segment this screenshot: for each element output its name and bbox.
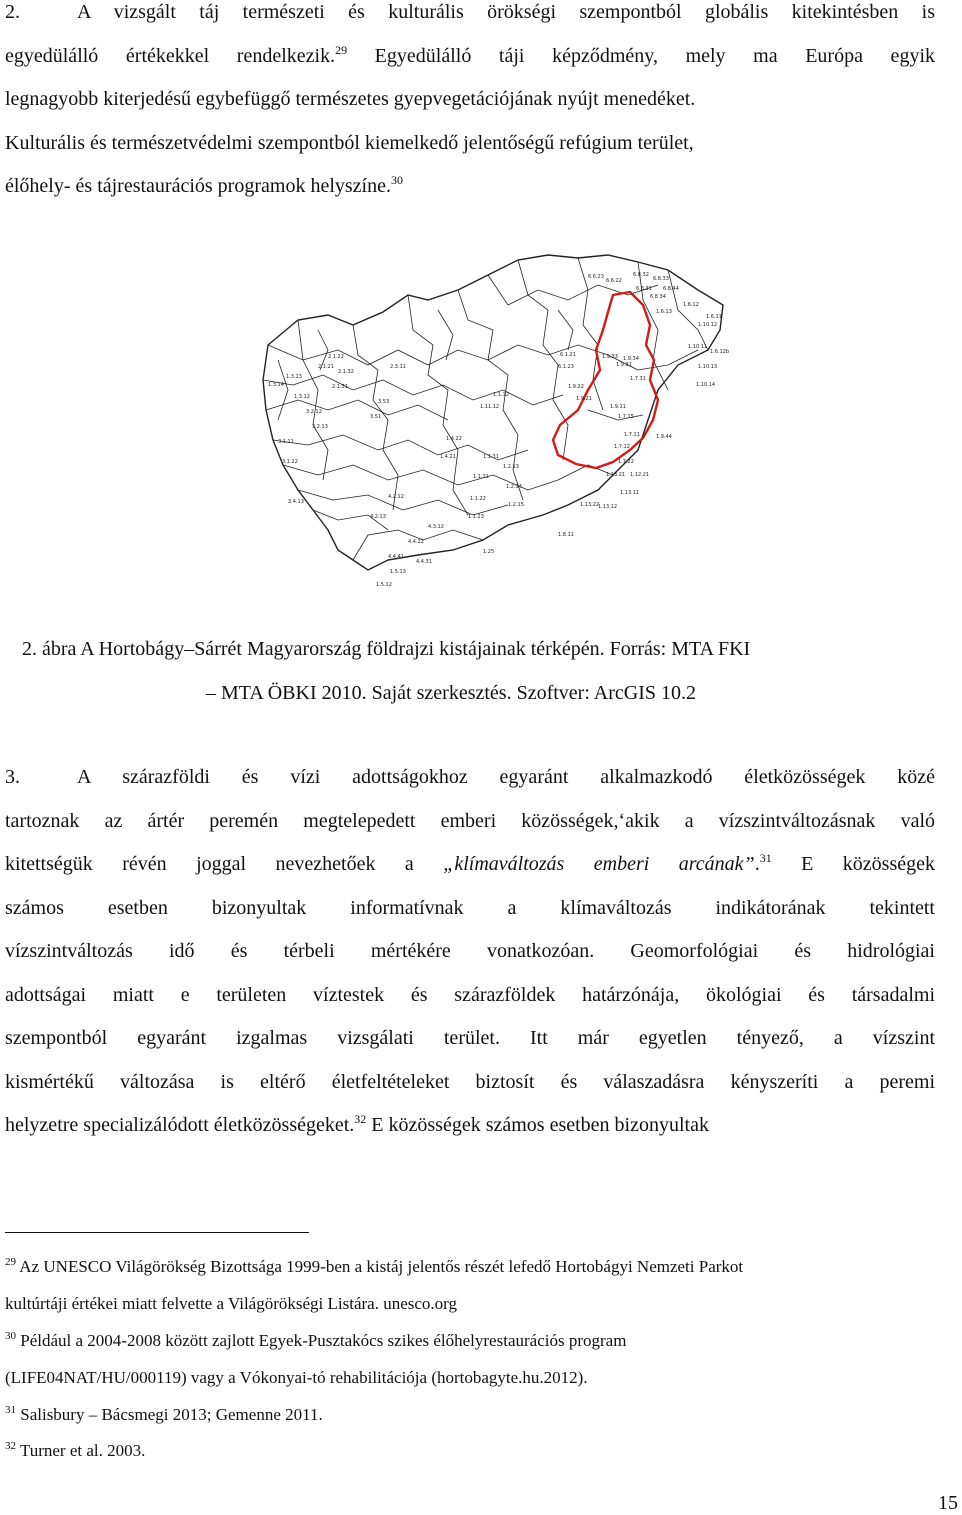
region-label: 1.10.12 bbox=[698, 322, 718, 328]
text-line: vízszintváltozás idő és térbeli mértékére vonatkozóan. Geomorfológiai és hidrológiai bbox=[5, 940, 935, 962]
region-label: 1.9.21 bbox=[576, 396, 592, 402]
text-line: élőhely- és tájrestaurációs programok helyszíne. bbox=[5, 175, 391, 197]
region-label: 4.4.41 bbox=[388, 554, 404, 560]
footnote-ref[interactable]: 30 bbox=[390, 173, 403, 187]
text-line: tartoznak az ártér peremén megtelepedett emberi közösségek,ʻakik a vízszintváltozásnak való bbox=[5, 809, 935, 832]
region-label: 2.1.22 bbox=[328, 354, 344, 360]
region-label: 1.9.22 bbox=[568, 384, 584, 390]
region-label: 1.9.33 bbox=[602, 354, 618, 360]
region-label: 1.11.12 bbox=[480, 404, 500, 410]
emphasis-quote: „klímaváltozás emberi arcának” bbox=[443, 853, 755, 875]
region-label: 1.13.11 bbox=[620, 490, 640, 496]
region-label: 1.10.11 bbox=[688, 344, 708, 350]
region-label: 1.1.31 bbox=[483, 454, 499, 460]
footnote-text: Például a 2004-2008 között zajlott Egyek-Pusztakócs szikes élőhelyrestaurációs program bbox=[16, 1331, 627, 1350]
region-label: 1.9.34 bbox=[623, 356, 639, 362]
text-line: Kulturális és természetvédelmi szempontból kiemelkedő jelentőségű refúgium terület, bbox=[5, 131, 694, 154]
region-label: 3.2.13 bbox=[312, 424, 328, 430]
region-label: 1.1.21 bbox=[473, 474, 489, 480]
map-figure bbox=[258, 250, 730, 588]
region-label: 1.6.12b bbox=[710, 349, 730, 355]
region-label: 1.3.12 bbox=[294, 394, 310, 400]
region-label: 6.8.32 bbox=[633, 272, 649, 278]
region-label: 1.9.31 bbox=[616, 362, 632, 368]
paragraph-number: 2. bbox=[5, 1, 20, 23]
region-label: 1.9.11 bbox=[610, 404, 626, 410]
footnote-32 bbox=[5, 1432, 935, 1469]
region-label: 1.8.11 bbox=[558, 532, 574, 538]
region-label: 2.1.31 bbox=[332, 384, 348, 390]
region-label: 6.1.21 bbox=[560, 352, 576, 358]
footnote-30 bbox=[5, 1322, 935, 1396]
text-line: A szárazföldi és vízi adottságokhoz egyaránt alkalmazkodó életközösségek közé bbox=[77, 766, 935, 788]
region-label: 1.10.14 bbox=[696, 382, 716, 388]
region-label: 6.1.23 bbox=[558, 364, 574, 370]
text-line: legnagyobb kiterjedésű egybefüggő természetes gyepvegetációjának nyújt menedéket. bbox=[5, 88, 696, 110]
region-label: 2.3.11 bbox=[390, 364, 406, 370]
region-label: 4.4.22 bbox=[408, 539, 424, 545]
region-label: 3.1.22 bbox=[282, 459, 298, 465]
figure-caption bbox=[22, 628, 962, 715]
footnote-text: kultúrtáji értékei miatt felvette a Világörökségi Listára. unesco.org bbox=[5, 1294, 458, 1313]
text-line: adottságai miatt e területen víztestek és szárazföldek határzónája, ökológiai és társadalmi bbox=[5, 983, 935, 1006]
region-label: 1.7.15 bbox=[618, 414, 634, 420]
region-label: 6.8.34 bbox=[650, 294, 666, 300]
region-label: 1.2.13 bbox=[503, 464, 519, 470]
region-label: 6.8.44 bbox=[663, 286, 679, 292]
region-label: 4.3.12 bbox=[428, 524, 444, 530]
footnote-ref[interactable]: 29 bbox=[335, 42, 348, 57]
text-line: helyzetre specializálódott életközösségeket. bbox=[5, 1114, 355, 1136]
region-label: 1.5.13 bbox=[390, 569, 406, 575]
region-label: 6.6.22 bbox=[606, 278, 622, 284]
region-label: 1.9.44 bbox=[656, 434, 672, 440]
region-label: 3.51 bbox=[370, 414, 382, 420]
region-label: 1.13.12 bbox=[598, 504, 618, 510]
footnote-text: Az UNESCO Világörökség Bizottsága 1999-ben a kistáj jelentős részét lefedő Hortobágyi Nemzeti Parkot bbox=[16, 1257, 744, 1276]
region-label: 6.6.23 bbox=[588, 274, 604, 280]
region-label: 1.2.15 bbox=[508, 502, 524, 508]
caption-line: – MTA ÖBKI 2010. Saját szerkesztés. Szoftver: ArcGIS 10.2 bbox=[206, 681, 696, 704]
region-label: 2.1.32 bbox=[338, 369, 354, 375]
region-label: 1.6.11 bbox=[706, 314, 722, 320]
text-line: számos esetben bizonyultak informatívnak a klímaváltozás indikátorának tekintett bbox=[5, 896, 935, 919]
region-label: 1.3.14 bbox=[268, 382, 284, 388]
region-label: 1.10.13 bbox=[698, 364, 718, 370]
footnote-number: 29 bbox=[5, 1256, 16, 1268]
region-label: 1.5.12 bbox=[376, 582, 392, 588]
paragraph-3 bbox=[5, 756, 935, 1148]
region-label: 1.1.12 bbox=[493, 392, 509, 398]
region-label: 4.2.12 bbox=[388, 494, 404, 500]
text-line: E közösségek bbox=[771, 853, 935, 875]
text-line: kitettségük révén joggal nevezhetőek a bbox=[5, 853, 444, 875]
text-line: egyedülálló értékekkel rendelkezik. bbox=[5, 44, 336, 67]
region-label: 3.2.12 bbox=[306, 409, 322, 415]
region-label: 6.8.31 bbox=[636, 286, 652, 292]
region-label: 1.6.12 bbox=[683, 302, 699, 308]
page-number: 15 bbox=[938, 1492, 958, 1514]
footnote-ref[interactable]: 32 bbox=[354, 1112, 367, 1126]
region-label: 3.53 bbox=[378, 399, 390, 405]
footnote-separator bbox=[5, 1232, 309, 1233]
region-label: 1.13.21 bbox=[606, 472, 626, 478]
region-label: 1.4.21 bbox=[440, 454, 456, 460]
region-label: 1.4.22 bbox=[446, 436, 462, 442]
paragraph-number: 3. bbox=[5, 766, 20, 788]
region-label: 1.12.21 bbox=[630, 472, 650, 478]
region-label: 1.7.12 bbox=[614, 444, 630, 450]
region-label: 1.1.22 bbox=[470, 496, 486, 502]
caption-line: 2. ábra A Hortobágy–Sárrét Magyarország földrajzi kistájainak térképén. Forrás: MTA FKI bbox=[22, 638, 751, 660]
footnote-ref[interactable]: 31 bbox=[759, 851, 772, 865]
text-line: Egyedülálló táji képződmény, mely ma Európa egyik bbox=[347, 44, 935, 67]
region-label: 4.4.31 bbox=[416, 559, 432, 565]
region-label: 1.1.23 bbox=[468, 514, 484, 520]
text-line: E közösségek számos esetben bizonyultak bbox=[366, 1114, 709, 1136]
paragraph-2 bbox=[5, 0, 935, 209]
region-label: 1.25 bbox=[483, 549, 495, 555]
region-label: 3.1.11 bbox=[278, 439, 294, 445]
footnote-number: 32 bbox=[5, 1440, 16, 1452]
region-label: 1.13.22 bbox=[580, 502, 600, 508]
text-line: szempontból egyaránt izgalmas vizsgálati terület. Itt már egyetlen tényező, a vízszint bbox=[5, 1027, 935, 1049]
footnote-text: Turner et al. 2003. bbox=[16, 1441, 146, 1460]
region-label: 1.7.11 bbox=[624, 432, 640, 438]
region-label: 1.7.31 bbox=[630, 376, 646, 382]
region-label: 4.2.13 bbox=[370, 514, 386, 520]
region-label: 2.1.21 bbox=[318, 364, 334, 370]
region-label: 3.4.13 bbox=[288, 499, 304, 505]
footnote-number: 31 bbox=[5, 1404, 16, 1416]
text-line: . bbox=[754, 853, 760, 875]
footnote-text: (LIFE04NAT/HU/000119) vagy a Vókonyai-tó rehabilitációja (hortobagyte.hu.2012). bbox=[5, 1368, 588, 1387]
region-label: 1.7.22 bbox=[618, 459, 634, 465]
footnote-text: Salisbury – Bácsmegi 2013; Gemenne 2011. bbox=[16, 1405, 323, 1424]
footnote-number: 30 bbox=[5, 1330, 16, 1342]
footnote-29 bbox=[5, 1248, 935, 1322]
region-label: 1.6.13 bbox=[656, 309, 672, 315]
region-label: 6.8.33 bbox=[653, 276, 669, 282]
text-line: kismértékű változása is eltérő életfeltételeket biztosít és válaszadásra kényszeríti a peremi bbox=[5, 1070, 935, 1093]
region-label: 1.3.13 bbox=[286, 374, 302, 380]
text-line: A vizsgált táj természeti és kulturális örökségi szempontból globális kitekintésben is bbox=[77, 1, 935, 23]
region-label: 1.2.14 bbox=[506, 484, 522, 490]
footnote-31 bbox=[5, 1396, 935, 1433]
